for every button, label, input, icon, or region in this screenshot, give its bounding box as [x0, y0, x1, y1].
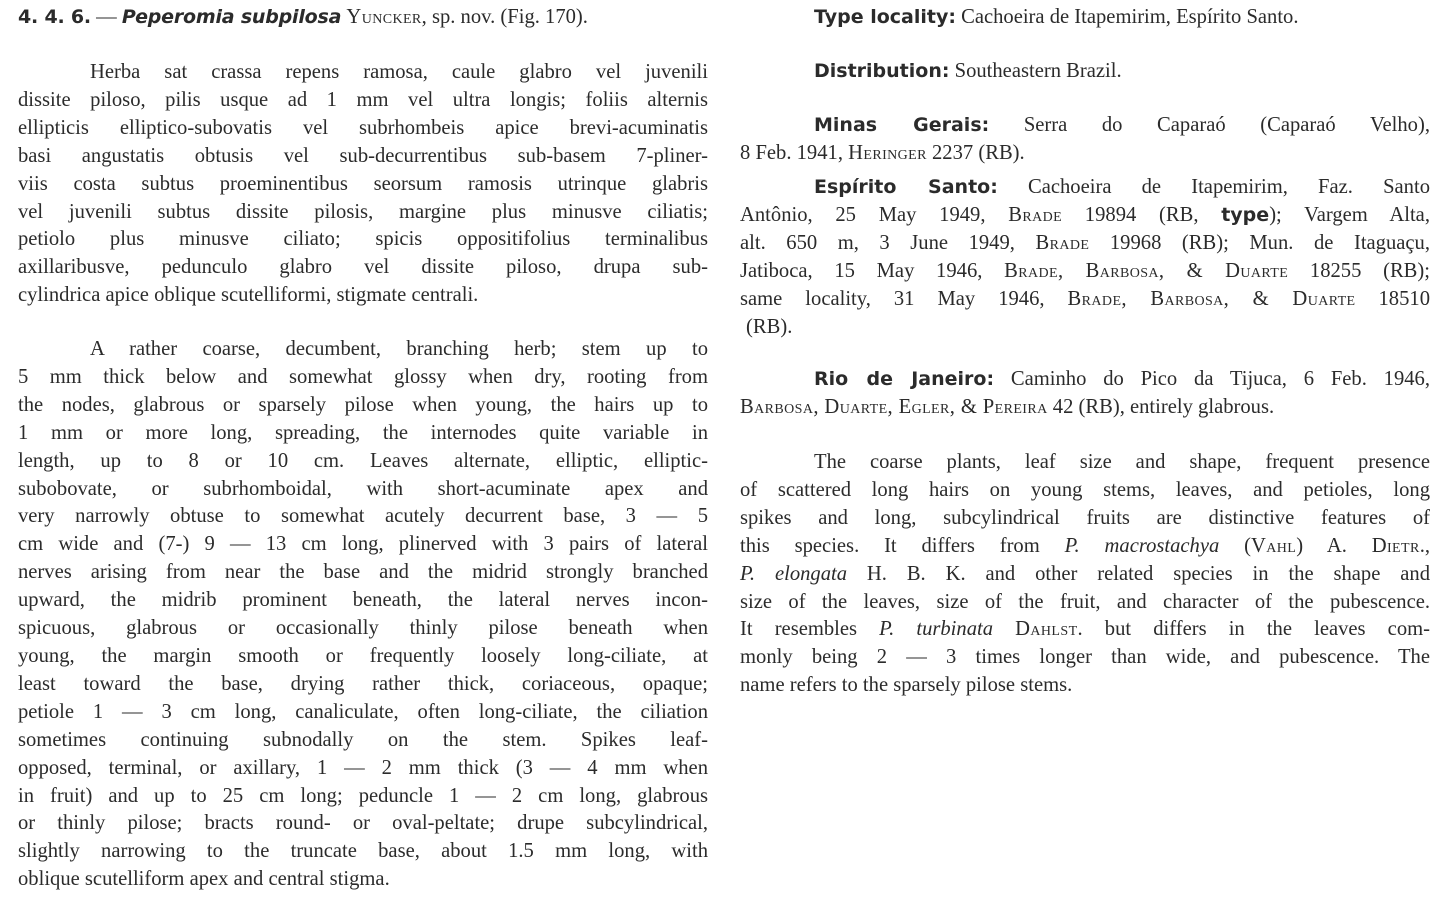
- english-line: sometimes continuing subnodally on the stem. Spikes leaf-: [18, 728, 708, 751]
- latin-line: vel juvenili subtus dissite pilosis, margine plus minusve ciliatis;: [18, 200, 708, 223]
- record-line: [740, 314, 1430, 342]
- english-line: nerves arising from near the base and the midrid strongly branched: [18, 561, 708, 584]
- english-line: petiole 1 — 3 cm long, canaliculate, often long-ciliate, the ciliation: [18, 700, 708, 723]
- english-line: or thinly pilose; bracts round- or oval-peltate; drupe subcylindrical,: [18, 812, 708, 835]
- latin-line: Herba sat crassa repens ramosa, caule glabro vel juvenili: [90, 61, 708, 83]
- discussion-text: ) A.: [1296, 534, 1372, 557]
- species-ref: P. macrostachya: [1064, 534, 1220, 557]
- type-locality-label: Type locality:: [814, 6, 956, 28]
- discussion-text: . but differs in the leaves com-: [1077, 618, 1430, 641]
- author-ref: Vahl: [1251, 534, 1297, 557]
- collector-name: Brade: [1035, 231, 1090, 254]
- latin-line: petiolo plus minusve ciliato; spicis oppositifolius terminalibus: [18, 228, 708, 251]
- latin-line: axillaribusve, pedunculo glabro vel dissite piloso, drupa sub-: [18, 256, 708, 279]
- latin-line: viis costa subtus proeminentibus seorsum ramosis utrinque glabris: [18, 172, 708, 195]
- species-ref: P. turbinata: [879, 618, 994, 641]
- species-ref: P. elongata: [740, 562, 848, 585]
- english-line: opposed, terminal, or axillary, 1 — 2 mm thick (3 — 4 mm when: [18, 756, 708, 779]
- discussion-text: H. B. K. and other related species in the shape and: [847, 562, 1430, 585]
- distribution: [814, 58, 1430, 86]
- collector-name: Brade, Barbosa, & Duarte: [1004, 259, 1289, 282]
- english-line: cm wide and (7-) 9 — 13 cm long, plinerved with 3 pairs of lateral: [18, 533, 708, 556]
- english-line: upward, the midrib prominent beneath, the lateral nerves incon-: [18, 589, 708, 612]
- record-line: [740, 112, 1430, 140]
- record-text: alt. 650 m, 3 June 1949,: [740, 231, 1036, 254]
- record-line: [740, 230, 1430, 258]
- latin-description: [18, 59, 708, 310]
- discussion-text: [993, 618, 1015, 640]
- heading-dash: —: [96, 6, 117, 28]
- discussion-line: monly being 2 — 3 times longer than wide, and pubescence. The: [740, 646, 1430, 669]
- record-line: [740, 140, 1430, 168]
- english-line: in fruit) and up to 25 cm long; peduncle 1 — 2 cm long, glabrous: [18, 784, 708, 807]
- english-line: length, up to 8 or 10 cm. Leaves alternate, elliptic, elliptic-: [18, 449, 708, 472]
- author-ref: Dahlst: [1015, 618, 1078, 641]
- latin-line: dissite piloso, pilis usque ad 1 mm vel ultra longis; foliis alternis: [18, 88, 708, 111]
- discussion-line: size of the leaves, size of the fruit, and character of the pubescence.: [740, 590, 1430, 613]
- english-line: subobovate, or subrhomboidal, with short-acuminate apex and: [18, 477, 708, 500]
- english-line: spicuous, glabrous or occasionally thinly pilose beneath when: [18, 617, 708, 640]
- species-author: Yuncker: [346, 6, 422, 28]
- record-text: 18510: [1355, 287, 1430, 310]
- english-line: 5 mm thick below and somewhat glossy when dry, rooting from: [18, 365, 708, 388]
- record-text: 42 (RB), entirely glabrous.: [1047, 395, 1275, 418]
- english-line: 1 mm or more long, spreading, the internodes quite variable in: [18, 421, 708, 444]
- section-number: 4. 4. 6.: [18, 6, 91, 28]
- record-text: Caminho do Pico da Tijuca, 6 Feb. 1946,: [994, 368, 1431, 390]
- english-line: very narrowly obtuse to somewhat acutely decurrent base, 3 — 5: [18, 505, 708, 528]
- minas-gerais-record: [740, 112, 1430, 168]
- record-text: Serra do Caparaó (Caparaó Velho),: [989, 114, 1430, 136]
- record-line: [740, 286, 1430, 314]
- discussion-line: spikes and long, subcylindrical fruits are distinctive features of: [740, 506, 1430, 529]
- collector-name: Brade, Barbosa, & Duarte: [1067, 287, 1356, 310]
- discussion-text: .,: [1419, 534, 1430, 557]
- record-text: Cachoeira de Itapemirim, Faz. Santo: [997, 176, 1430, 198]
- rio-de-janeiro-record: [740, 366, 1430, 422]
- english-line: A rather coarse, decumbent, branching herb; stem up to: [90, 338, 708, 360]
- record-text: 19894 (RB,: [1062, 203, 1222, 226]
- latin-line: ellipticis elliptico-subovatis vel subrhombeis apice brevi-acuminatis: [18, 116, 708, 139]
- discussion-line: [740, 533, 1430, 561]
- collector-name: Heringer: [848, 141, 927, 164]
- species-heading: [18, 4, 708, 32]
- record-text: 2237 (RB).: [926, 141, 1025, 164]
- english-line: oblique scutelliform apex and central stigma.: [18, 868, 390, 891]
- type-marker: type: [1221, 203, 1270, 226]
- collector-name: Brade: [1008, 203, 1063, 226]
- english-line: young, the margin smooth or frequently loosely long-ciliate, at: [18, 644, 708, 667]
- record-text: 18255 (RB);: [1288, 259, 1430, 282]
- author-ref: Dietr: [1371, 534, 1420, 557]
- collector-name: Barbosa, Duarte, Egler, & Pereira: [740, 395, 1048, 418]
- heading-rest: , sp. nov. (Fig. 170).: [421, 6, 588, 28]
- english-line: the nodes, glabrous or sparsely pilose when young, the hairs up to: [18, 393, 708, 416]
- discussion-line: of scattered long hairs on young stems, leaves, and petioles, long: [740, 478, 1430, 501]
- record-text: ); Vargem Alta,: [1269, 203, 1430, 226]
- english-line: least toward the base, drying rather thick, coriaceous, opaque;: [18, 672, 708, 695]
- type-locality-text: Cachoeira de Itapemirim, Espírito Santo.: [955, 6, 1299, 28]
- type-locality: [814, 4, 1430, 32]
- record-text: 8 Feb. 1941,: [740, 141, 849, 164]
- record-text: same locality, 31 May 1946,: [740, 287, 1068, 310]
- discussion-line: [740, 616, 1430, 644]
- discussion-line: [740, 561, 1430, 589]
- discussion: [740, 449, 1430, 700]
- record-line: [740, 394, 1430, 422]
- record-line: [740, 174, 1430, 202]
- discussion-text: (: [1219, 534, 1252, 557]
- english-line: slightly narrowing to the truncate base, about 1.5 mm long, with: [18, 840, 708, 863]
- espirito-santo-record: [740, 174, 1430, 341]
- espirito-label: Espírito Santo:: [814, 176, 998, 198]
- species-name: Peperomia subpilosa: [121, 6, 342, 28]
- rio-label: Rio de Janeiro:: [814, 368, 995, 390]
- record-text: Antônio, 25 May 1949,: [740, 203, 1009, 226]
- distribution-text: Southeastern Brazil.: [949, 60, 1122, 82]
- record-text: Jatiboca, 15 May 1946,: [740, 259, 1005, 282]
- record-text: (RB).: [746, 315, 793, 338]
- discussion-line: name refers to the sparsely pilose stems.: [740, 674, 1073, 697]
- discussion-text: It resembles: [740, 618, 880, 641]
- minas-label: Minas Gerais:: [814, 114, 990, 136]
- english-description: [18, 336, 708, 894]
- record-line: [740, 366, 1430, 394]
- record-text: 19968 (RB); Mun. de Itaguaçu,: [1089, 231, 1430, 254]
- distribution-label: Distribution:: [814, 60, 950, 82]
- record-line: [740, 202, 1430, 230]
- latin-line: cylindrica apice oblique scutelliformi, stigmate centrali.: [18, 284, 479, 307]
- latin-line: basi angustatis obtusis vel sub-decurrentibus sub-basem 7-pliner-: [18, 144, 708, 167]
- discussion-text: this species. It differs from: [740, 534, 1065, 557]
- discussion-line: The coarse plants, leaf size and shape, frequent presence: [814, 451, 1430, 473]
- record-line: [740, 258, 1430, 286]
